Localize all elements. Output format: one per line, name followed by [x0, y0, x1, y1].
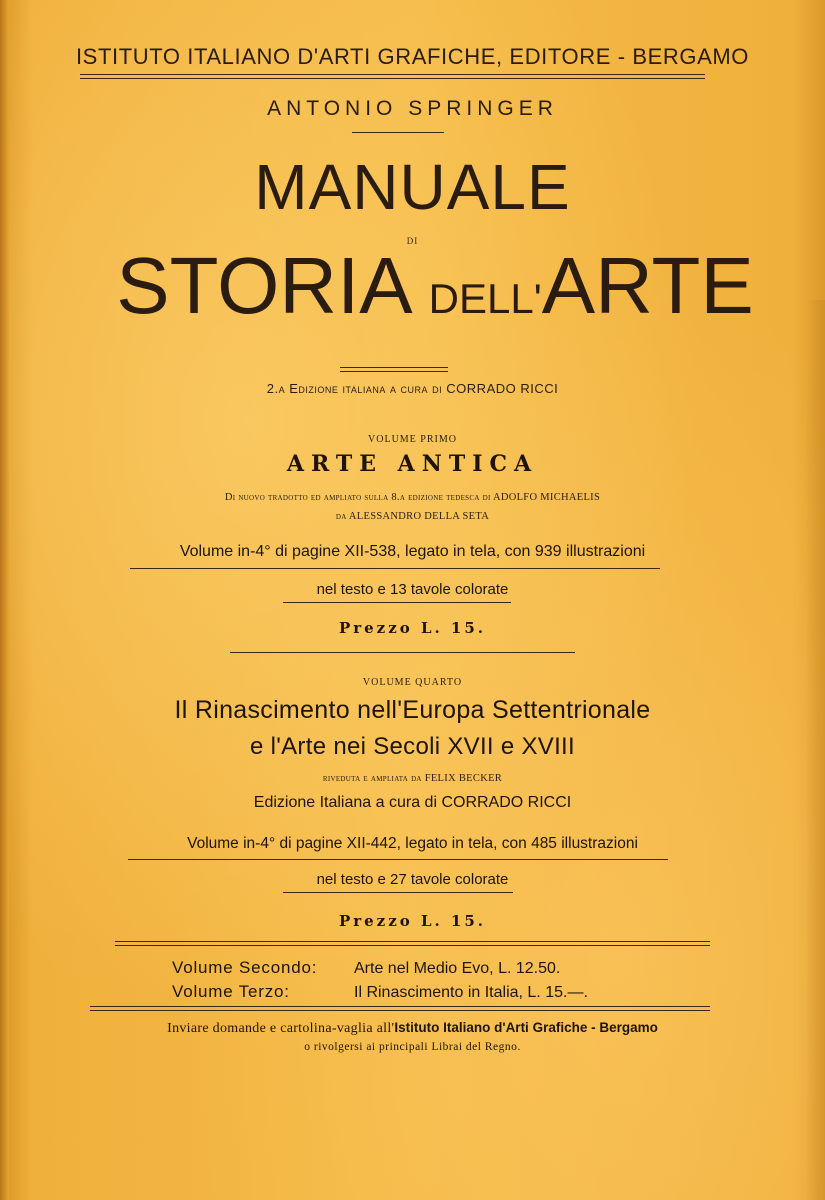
volume1-price: Prezzo L. 15.: [338, 619, 487, 637]
footer-rule-2: [90, 1010, 710, 1011]
other-volume-label: Volume Secondo:: [172, 958, 318, 977]
section-divider-2: [115, 941, 710, 942]
volume4-spec2: nel testo e 27 tavole colorate: [316, 871, 509, 888]
other-volume-value: Il Rinascimento in Italia, L. 15.—.: [354, 984, 588, 1001]
title-di: DI: [406, 236, 419, 246]
other-volume-value: Arte nel Medio Evo, L. 12.50.: [354, 960, 561, 977]
volume4-spec-rule-2: [283, 892, 513, 893]
volume4-label: VOLUME QUARTO: [362, 677, 463, 688]
volume4-edition: Edizione Italiana a cura di CORRADO RICCI: [253, 794, 572, 811]
header-rule-2: [80, 78, 705, 79]
title-arte: ARTE: [541, 241, 754, 330]
volume1-spec1: Volume in-4° di pagine XII-538, legato in tela, con 939 illustrazioni: [179, 543, 646, 560]
volume1-credit2: da ALESSANDRO DELLA SETA: [335, 511, 490, 522]
title-storia: STORIA: [116, 241, 413, 330]
volume4-spec1: Volume in-4° di pagine XII-442, legato in tela, con 485 illustrazioni: [187, 835, 638, 852]
volume4-spec-rule-1: [128, 859, 668, 860]
volume4-title-line2: e l'Arte nei Secoli XVII e XVIII: [250, 733, 575, 760]
footer-line1-text: Inviare domande e cartolina-vaglia all': [167, 1021, 395, 1036]
other-volume-row: [172, 958, 732, 982]
footer-rule-1: [90, 1006, 710, 1007]
footer-publisher: Istituto Italiano d'Arti Grafiche - Bergamo: [394, 1020, 658, 1035]
volume1-label: VOLUME PRIMO: [368, 434, 457, 445]
section-divider-1: [230, 652, 575, 653]
other-volume-row: [172, 982, 732, 1006]
footer-line1: [0, 1019, 825, 1037]
other-volumes: [172, 958, 732, 1006]
volume1-title: ARTE ANTICA: [286, 451, 539, 477]
title-rule-2: [340, 371, 448, 372]
publisher-line: ISTITUTO ITALIANO D'ARTI GRAFICHE, EDITORE - BERGAMO: [75, 44, 750, 69]
header-rule-1: [80, 74, 705, 75]
title-rule-1: [340, 367, 448, 368]
volume4-credit: riveduta e ampliata da FELIX BECKER: [322, 773, 503, 784]
volume4-title-line1: Il Rinascimento nell'Europa Settentrionale: [174, 696, 651, 724]
volume1-spec2: nel testo e 13 tavole colorate: [316, 581, 509, 598]
footer-line2: o rivolgersi ai principali Librai del Regno.: [304, 1041, 521, 1053]
author-rule: [352, 132, 444, 133]
title-storia-dell-arte: [0, 240, 825, 332]
volume4-price: Prezzo L. 15.: [338, 912, 487, 930]
edition-line: 2.a Edizione italiana a cura di CORRADO RICCI: [266, 381, 559, 396]
volume1-credit1: Di nuovo tradotto ed ampliato sulla 8.a edizione tedesca di ADOLFO MICHAELIS: [224, 492, 601, 503]
volume1-spec-rule-2: [283, 602, 511, 603]
title-manuale: MANUALE: [254, 151, 571, 223]
section-divider-3: [115, 945, 710, 946]
title-dell: DELL': [428, 275, 542, 322]
author-name: ANTONIO SPRINGER: [267, 97, 558, 120]
volume1-spec-rule-1: [130, 568, 660, 569]
other-volume-label: Volume Terzo:: [172, 982, 290, 1001]
